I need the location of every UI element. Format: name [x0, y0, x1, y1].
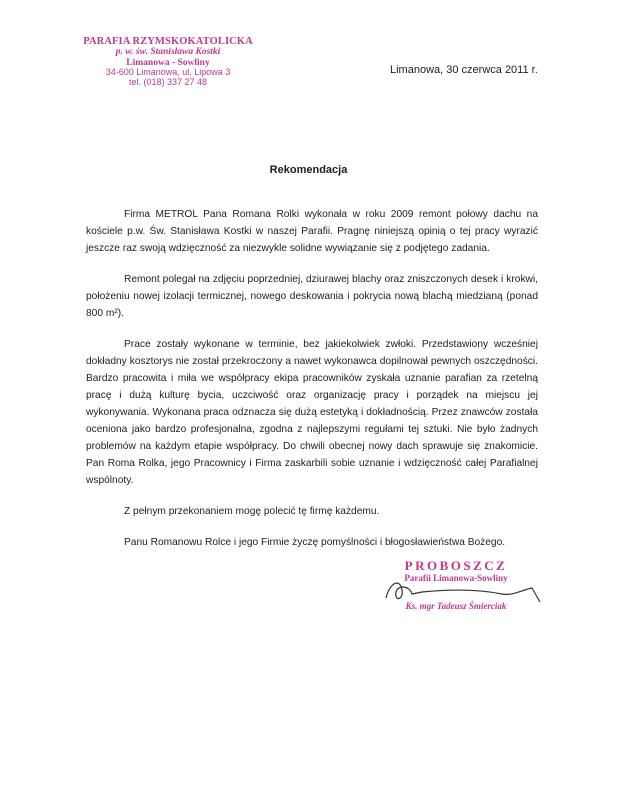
stamp-line-3: Limanowa - Sowliny	[126, 57, 210, 68]
signature-stamp	[376, 558, 536, 611]
signature-name: Ks. mgr Tadeusz Śmierciak	[405, 601, 507, 611]
stamp-line-2: p. w. św. Stanisława Kostki	[115, 47, 221, 58]
paragraph-5: Panu Romanowu Rolce i jego Firmie życzę pomyślności i błogosławieństwa Bożego.	[124, 537, 506, 548]
letter-body	[86, 206, 538, 565]
signature-parish: Parafii Limanowa-Sowliny	[404, 573, 508, 583]
stamp-address: 34-600 Limanowa, ul. Lipowa 3	[105, 66, 231, 77]
letter-date: Limanowa, 30 czerwca 2011 r.	[390, 64, 538, 76]
letter-title: Rekomendacja	[269, 164, 348, 176]
paragraph-1: Firma METROL Pana Romana Rolki wykonała w roku 2009 remont połowy dachu na kościele p.w. Św. Stanisława Kostki w naszej Parafii. Pragnę niniejszą opinią o tej pracy wyrazić jeszcze raz swoją wdzięczność za niezwykle solidne wywiązanie się z podjętego zadania.	[86, 209, 538, 254]
signature-title: PROBOSZCZ	[404, 558, 508, 573]
paragraph-2: Remont polegał na zdjęciu poprzedniej, dziurawej blachy oraz zniszczonych desek i krokwi, położeniu nowej izolacji termicznej, nowego deskowania i pokrycia nową blachą miedzianą (ponad 800 m²).	[86, 274, 538, 319]
parish-stamp	[78, 36, 258, 87]
stamp-line-1: PARAFIA RZYMSKOKATOLICKA	[83, 36, 253, 47]
stamp-phone: tel. (018) 337 27 48	[128, 76, 208, 87]
paragraph-4: Z pełnym przekonaniem mogę polecić tę firmę każdemu.	[124, 506, 380, 517]
paragraph-3: Prace zostały wykonane w terminie, bez jakiekolwiek zwłoki. Przedstawiony wcześniej dokładny kosztorys nie został przekroczony a nawet wykonawca dopilnował pewnych oszczędności. Bardzo pracowita i miła we współpracy ekipa pracowników zyskała uznanie parafian za rzetelną pracę i dużą kulturę bycia, uczciwość oraz organizację pracy i porządek na miejscu jej wykonywania. Wykonana praca odznacza się dużą estetyką i dokładnością. Przez znawców została oceniona jako bardzo profesjonalna, zgodna z najlepszymi regułami tej sztuki. Nie było żadnych problemów na każdym etapie współpracy. Do chwili obecnej nowy dach sprawuje się znakomicie. Pan Roma Rolka, jego Pracownicy i Firma zaskarbili sobie uznanie i wdzięczność całej Parafialnej wspólnoty.	[86, 339, 538, 486]
